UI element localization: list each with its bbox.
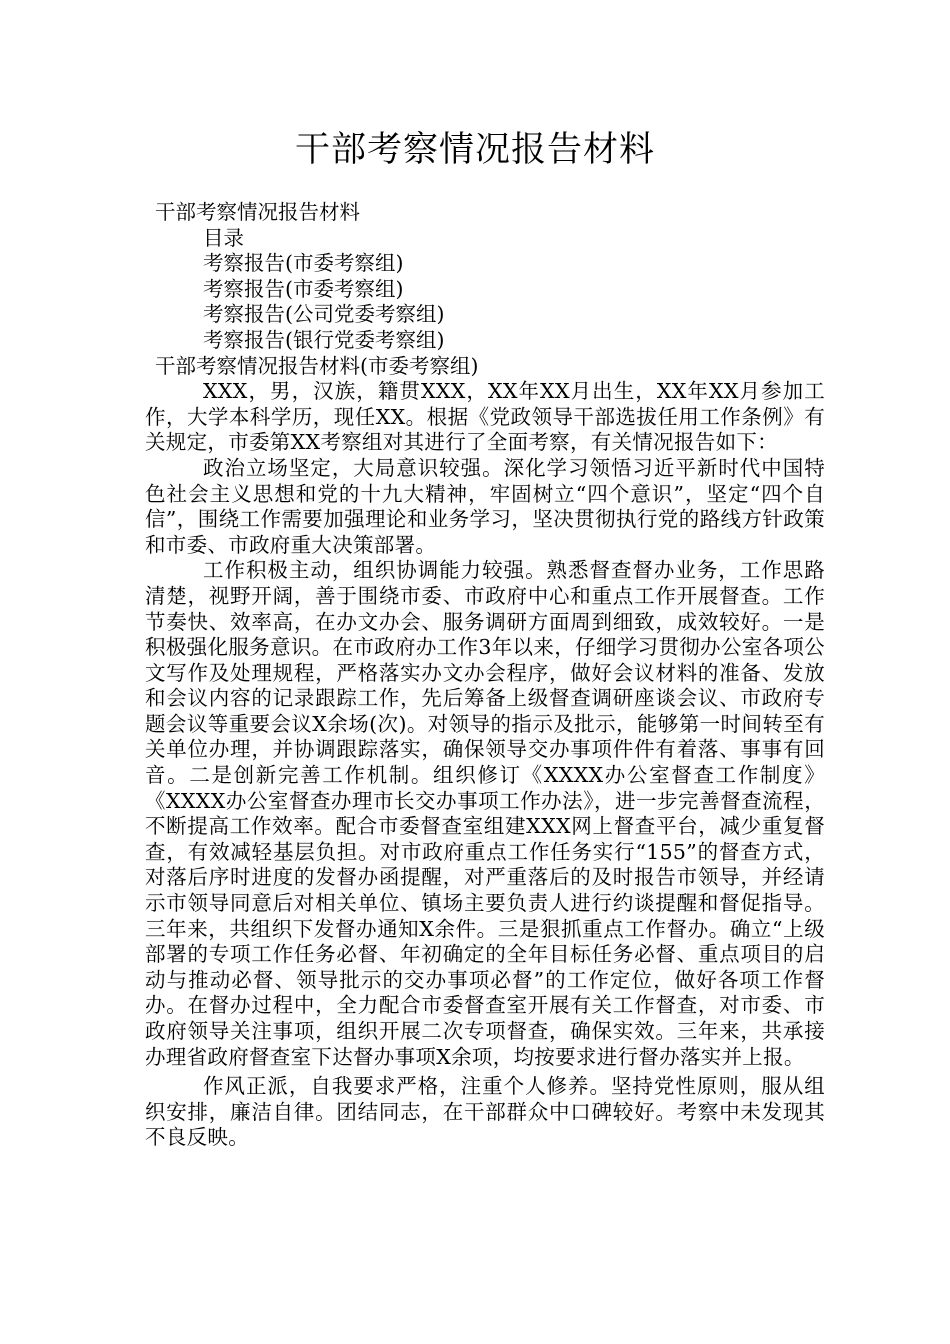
toc-item: 考察报告(市委考察组) (203, 251, 404, 276)
toc-heading: 目录 (203, 225, 244, 250)
section-title: 干部考察情况报告材料(市委考察组) (155, 353, 479, 378)
document-title: 干部考察情况报告材料 (294, 130, 655, 170)
header-line: 干部考察情况报告材料 (155, 200, 360, 224)
toc-item: 考察报告(公司党委考察组) (203, 302, 445, 327)
paragraph-work-ability: 工作积极主动，组织协调能力较强。熟悉督查督办业务，工作思路清楚，视野开阔，善于围绕市委、市政府中心和重点工作开展督查。工作节奏快、效率高，在办文办会、服务调研方面周到细致，成效较好。一是积极强化服务意识。在市政府办工作3年以来，仔细学习贯彻办公室各项公文写作及处理规程，严格落实办文办会程序，做好会议材料的准备、发放和会议内容的记录跟踪工作，先后筹备上级督查调研座谈会议、市政府专题会议等重要会议X余场(次)。对领导的指示及批示，能够第一时间转至有关单位办理，并协调跟踪落实，确保领导交办事项件件有着落、事事有回音。二是创新完善工作机制。组织修订《XXXX办公室督查工作制度》《XXXX办公室督查办理市长交办事项工作办法》，进一步完善督查流程，不断提高工作效率。配合市委督查室组建XXX网上督查平台，减少重复督查，有效减轻基层负担。对市政府重点工作任务实行“155”的督查方式，对落后序时进度的发督办函提醒，对严重落后的及时报告市领导，并经请示市领导同意后对相关单位、镇场主要负责人进行约谈提醒和督促指导。三年来，共组织下发督办通知X余件。三是狠抓重点工作督办。确立“上级部署的专项工作任务必督、年初确定的全年目标任务必督、重点项目的启动与推动必督、领导批示的交办事项必督”的工作定位，做好各项工作督办。在督办过程中，全力配合市委督查室开展有关工作督查，对市委、市政府领导关注事项，组织开展二次专项督查，确保实效。三年来，共承接办理省政府督查室下达督办事项X余项，均按要求进行督办落实并上报。 (145, 558, 825, 1069)
paragraph-intro: XXX，男，汉族，籍贯XXX，XX年XX月出生，XX年XX月参加工作，大学本科学历，现任XX。根据《党政领导干部选拔任用工作条例》有关规定，市委第XX考察组对其进行了全面考察，有关情况报告如下： (145, 379, 825, 455)
paragraph-political-stance: 政治立场坚定，大局意识较强。深化学习领悟习近平新时代中国特色社会主义思想和党的十九大精神，牢固树立“四个意识”，坚定“四个自信”，围绕工作需要加强理论和业务学习，坚决贯彻执行党的路线方针政策和市委、市政府重大决策部署。 (145, 455, 825, 557)
toc-item: 考察报告(银行党委考察组) (203, 327, 445, 352)
toc-item: 考察报告(市委考察组) (203, 276, 404, 301)
document-body (145, 200, 825, 1151)
paragraph-conduct: 作风正派，自我要求严格，注重个人修养。坚持党性原则，服从组织安排，廉洁自律。团结同志，在干部群众中口碑较好。考察中未发现其不良反映。 (145, 1074, 825, 1150)
